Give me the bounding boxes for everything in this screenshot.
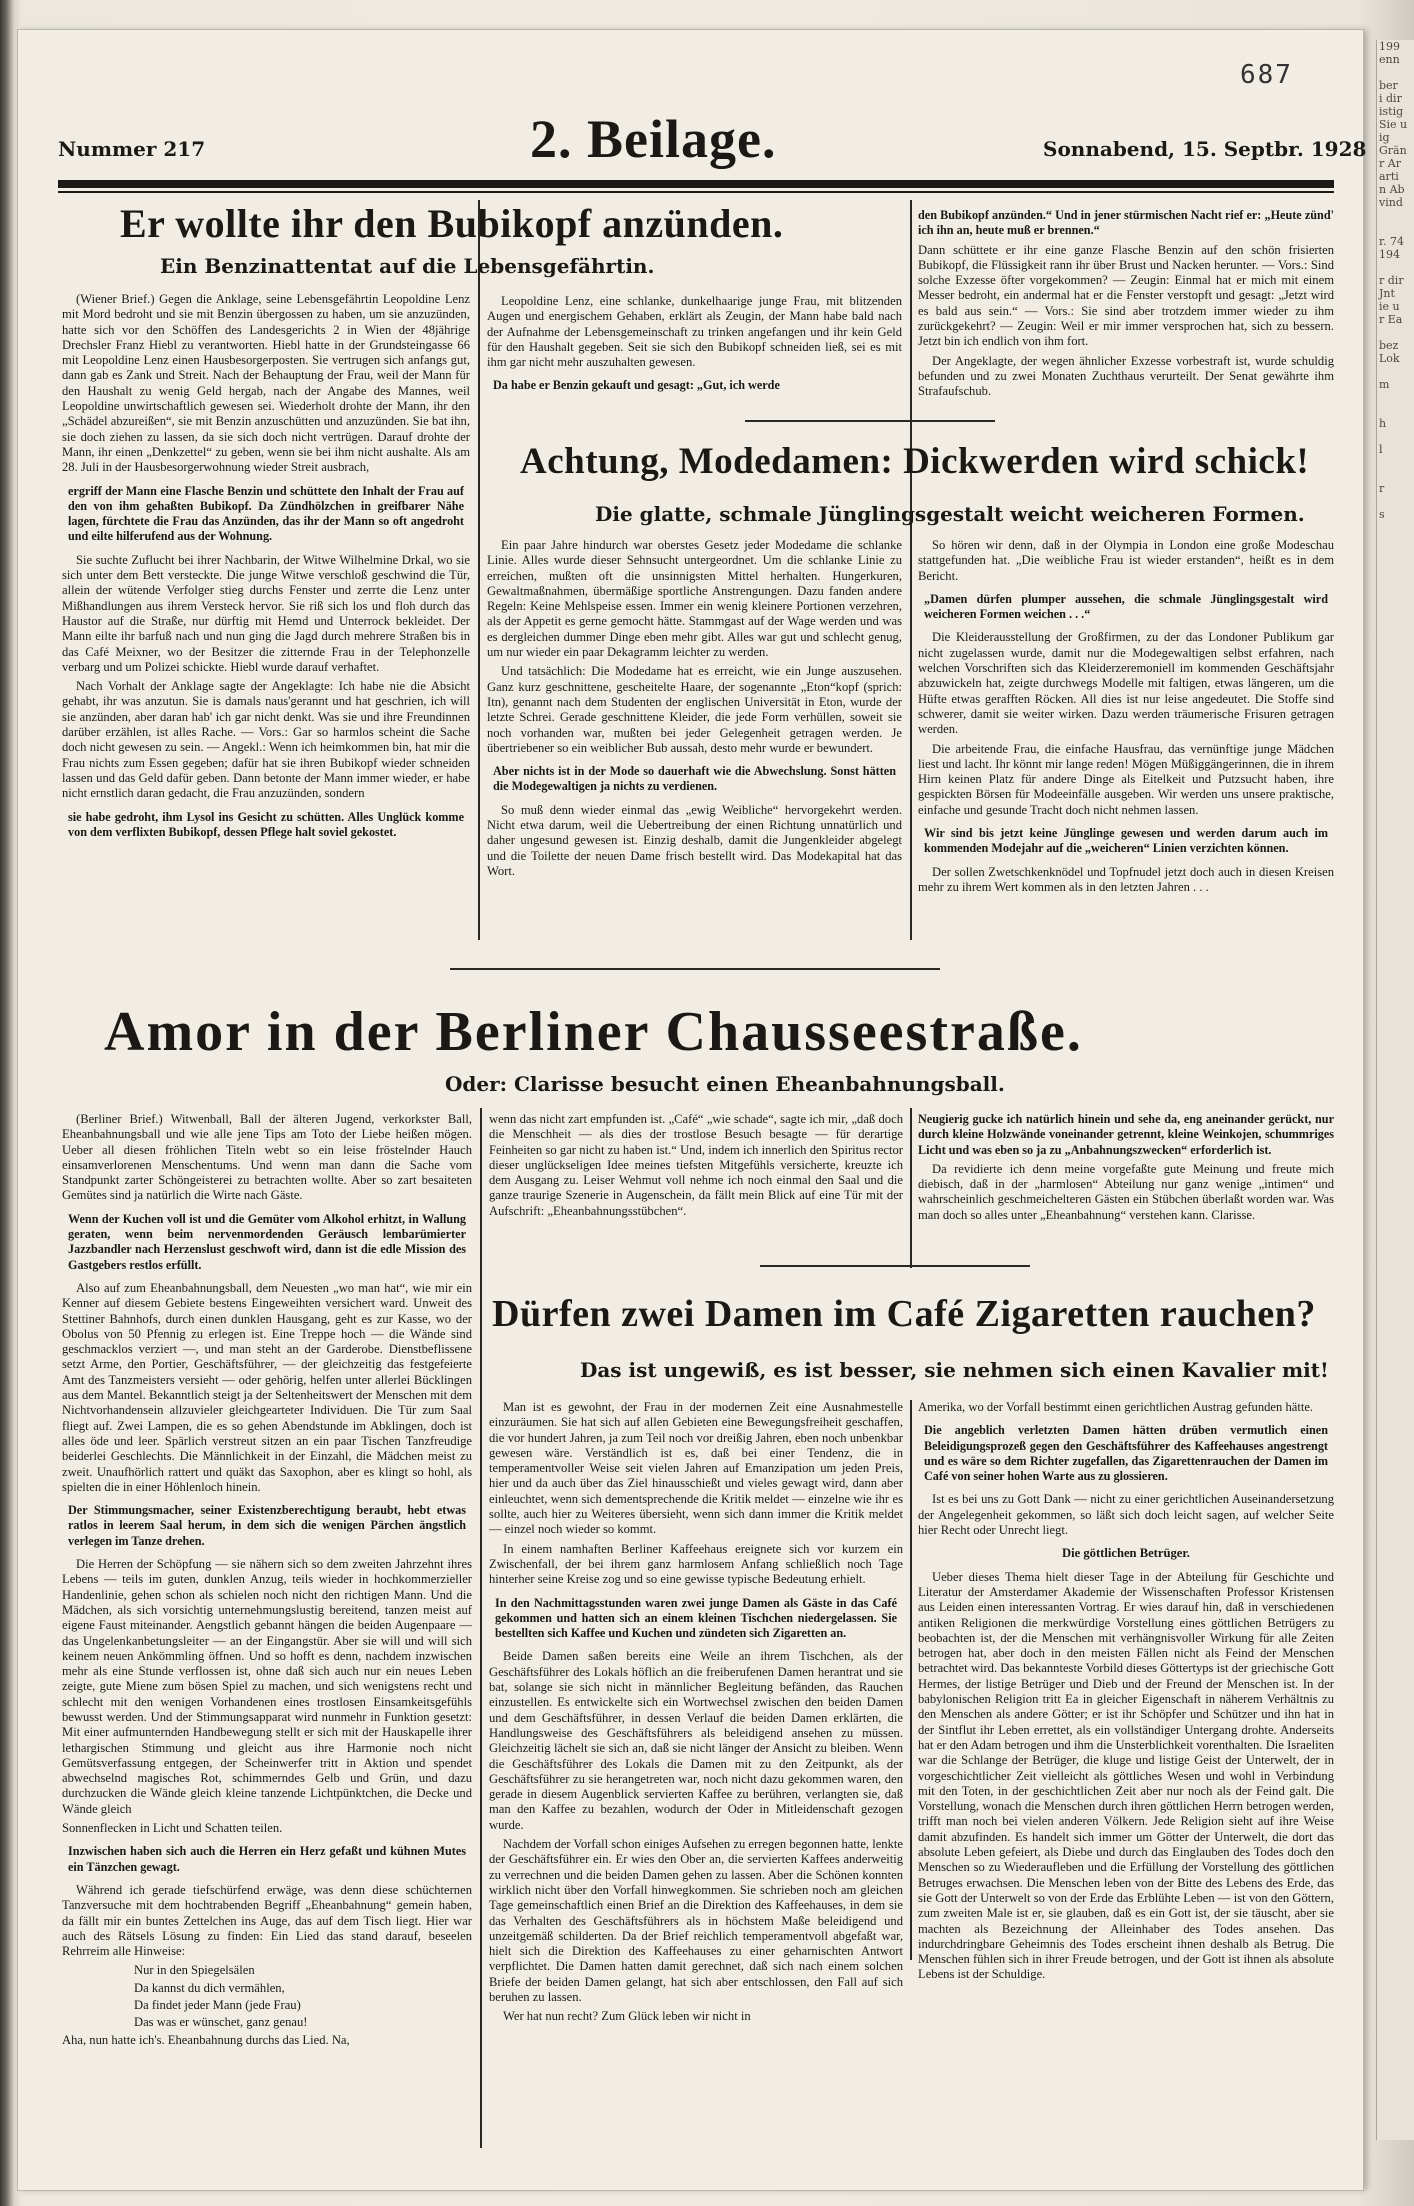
adjacent-page-fragment: Sie u [1379, 118, 1408, 131]
column-divider [910, 1108, 912, 1268]
article4-subtitle: Das ist ungewiß, es ist besser, sie nehmen sich einen Kavalier mit! [580, 1358, 1329, 1382]
supplement-title: 2. Beilage. [530, 109, 777, 169]
adjacent-page-fragment: r dir [1379, 274, 1404, 287]
article3-column-3 [918, 1112, 1334, 1262]
article-divider [760, 1265, 1030, 1267]
paragraph: Nachdem der Vorfall schon einiges Aufsehen zu erregen begonnen hatte, lenkte der Geschäftsführer ein. Er wies den Ober an, die servierten Kaffees anderweitig zu verrechnen und die beiden Damen gehen zu lassen. Aber die Schönen konnten wirklich nicht über den Vorfall hinwegkommen. Sie schrieben noch am gleichen Tage gemeinschaftlich einen Brief an die Direktion des Kaffeehauses, in dem sie das Verhalten des Geschäftsführers als in höchstem Maße beleidigend und unzeitgemäß schilderten. Da der Brief reichlich temperamentvoll abgefaßt war, hielt sich die Direktion des Kaffeehauses zu einer geharnischten Antwort verpflichtet. Die Damen hatten damit gerechnet, daß sich nach einem solchen Briefe der beiden Damen gelangt, hat sich aber entschlossen, den Fall auf sich beruhen zu lassen. [489, 1837, 903, 2004]
article3-column-1 [62, 1112, 472, 2152]
adjacent-page-fragment [1377, 599, 1414, 612]
paragraph: Ist es bei uns zu Gott Dank — nicht zu einer gerichtlichen Auseinandersetzung der Angelegenheit gekommen, so läßt sich doch leicht sagen, auf welcher Seite hier Recht oder Unrecht liegt. [918, 1492, 1334, 1538]
adjacent-page-fragment: r Ea [1379, 313, 1403, 326]
article1-title: Er wollte ihr den Bubikopf anzünden. [120, 201, 784, 246]
adjacent-page-edge [1376, 40, 1414, 2140]
callout: Inzwischen haben sich auch die Herren ein Herz gefaßt und kühnen Mutes ein Tänzchen gewagt. [68, 1844, 466, 1874]
adjacent-page-fragment [1377, 495, 1414, 508]
column-divider [910, 1400, 912, 1960]
adjacent-page-fragment: vind [1379, 196, 1403, 209]
paragraph: Die Kleiderausstellung der Großfirmen, zu der das Londoner Publikum gar nicht zugelassen wurde, damit nur die Modegewaltigen selbst erfahren, nach welchen Vorschriften sich das Kleiderzeremoniell im kommenden Geschäftsjahr abzuwickeln hat, zeigte durchwegs Modelle mit faltigen, etwas längeren, um die Hüfte etwas gerafften Röcken. All dies ist nur leise angedeutet. Die Stoffe sind schwerer, damit sie weiter wirken. Dazu werden träumerische Frisuren getragen werden. [918, 630, 1334, 737]
paragraph: Ueber dieses Thema hielt dieser Tage in der Abteilung für Geschichte und Literatur der Amsterdamer Akademie der Wissenschaften Professor Kristensen aus Leiden einen interessanten Vortrag. Er wies darauf hin, daß in verschiedenen antiken Religionen die merkwürdige Vorstellung eines göttlichen Betrügers zu beobachten ist, der die Menschen mit verhängnisvoller Wirkung für alle Zeiten betrogen hat, aber doch in den meisten Fällen nicht als Feind der Menschen betrachtet wird. Das bekannteste Vorbild dieses Göttertyps ist der griechische Gott Hermes, der listige Betrüger und Dieb und der Freund der Menschen ist. In der babylonischen Religion tritt Ea in gleicher Eigenschaft in näherem Verhältnis zu den Menschen als andere Götter; er ist ihr Schöpfer und Schützer und ihn hat in der Sintflut ihr Leben errettet, als ein vollständiger Untergang drohte. Anderseits hat er den Adam betrogen und ihm die Unsterblichkeit vorenthalten. Die Israeliten war die Schlange der Betrüger, die kluge und listige Geist der Unterwelt, der in vorgeschichtlicher Zeit vielleicht als göttliches Wesen und wohl in Verbindung mit den Toten, in der geschichtlichen Zeit aber nur noch als der Feind galt. Die Vorstellung, wonach die Menschen durch ihren göttlichen Herrn betrogen werden, trifft man noch bei vielen anderen Völkern. Jede Religion sieht auf ihre Weise damit abzufinden. Es handelt sich immer um Götter der Unterwelt, die dort das absolute Leben gefeiert, als Diebe und durch das Einglauben des Todes doch den Menschen so zu Wiederaufleben und die Erfüllung der Vorstellung des göttlichen Betruges erwachsen. Die Menschen leben von der Bitte des Lebens des Erde, das sie Gott der Unterwelt so von der Erde das Erblühte Leben — ist von den Göttern, zum zweiten Male ist er, sie glauben, daß es ein Gott ist, der sie täuscht, aber sie machten als Bezeichnung der Alleinhaber des Todes ansehen. Das indurchdringbare Geheimnis des Todes erscheint ihnen deshalb als Betrug. Die Menschen fühlen sich in ihrer Freude betrogen, und der Gott ist ihnen als absolute Lebens ist der Schuldige. [918, 1569, 1334, 1982]
article1-subtitle: Ein Benzinattentat auf die Lebensgefährtin. [160, 254, 655, 278]
paragraph: Dann schüttete er ihr eine ganze Flasche Benzin auf den schön frisierten Bubikopf, die Flüssigkeit rann ihr über Brust und Nacken herunter. — Vors.: Sind solche Exzesse öfter vorgekommen? — Zeugin: Einmal hat er mich mit einem Messer bedroht, ein andermal hat er die Fenster verstopft und gesagt: „Jetzt wird es bald aus sein.“ — Vors.: Sie sind aber trotzdem immer wieder zu ihm zurückgekehrt? — Zeugin: Weil er mir immer versprochen hat, sich zu bessern. Jetzt bin ich endlich von ihm fort. [918, 242, 1334, 349]
callout: In den Nachmittagsstunden waren zwei junge Damen als Gäste in das Café gekommen und hatten sich an einem kleinen Tischchen niedergelassen. Sie bestellten sich Kaffee und Kuchen und zündeten sich Zigaretten an. [495, 1595, 897, 1641]
adjacent-page-fragment: n Ab [1379, 183, 1405, 196]
callout: Da habe er Benzin gekauft und gesagt: „Gut, ich werde [493, 378, 780, 393]
page-number: 687 [1240, 60, 1293, 90]
article2-column-2 [918, 538, 1334, 948]
adjacent-page-fragment: r [1379, 482, 1385, 495]
article1-column-1 [62, 292, 470, 952]
paragraph: Der Angeklagte, der wegen ähnlicher Exzesse vorbestraft ist, wurde schuldig befunden und zu zwei Monaten Zuchthaus verurteilt. Der Senat gewährte ihm Strafaufschub. [918, 353, 1334, 399]
article3-column-2 [489, 1112, 903, 1262]
adjacent-page-fragment: r Ar [1379, 157, 1401, 170]
article2-subtitle: Die glatte, schmale Jünglingsgestalt weicht weicheren Formen. [595, 502, 1305, 526]
paragraph: Ein paar Jahre hindurch war oberstes Gesetz jeder Modedame die schlanke Linie. Alles wurde dieser Sehnsucht untergeordnet. Um die schlanke Linie zu erreichen, mußten oft die unsinnigsten Mittel herhalten. Hungerkuren, Gewaltmaßnahmen, übermäßige sportliche Anstrengungen. Dazu fanden andere Regeln: Keine Mehlspeise essen. Immer ein wenig kleinere Portionen verzehren, als der Appetit es gerne gemocht hätte. Stammgast auf der Wage werden und was es dergleichen dummer Dinge eben mehr gibt. Alles war gut und schlecht genug, um nur wieder ein paar Dekagramm leichter zu werden. [487, 538, 902, 660]
paragraph: Aha, nun hatte ich's. Eheanbahnung durchs das Lied. Na, [62, 2032, 350, 2047]
paragraph: Und tatsächlich: Die Modedame hat es erreicht, wie ein Junge auszusehen. Ganz kurz geschnittene, gescheitelte Haare, der sogenannte „Eton“kopf (sprich: Itn), genannt nach dem Studenten der englischen Universität in Eton, wurde der letzte Schrei. Gerade geschnittene Kleider, die jede Form verhüllen, soweit sie noch vorhanden war, mußten bei jeder Gelegenheit getragen werden. Je übertriebener so ein weiblicher Bub aussah, desto mehr wurde er bewundert. [487, 664, 902, 755]
adjacent-page-fragment: Grän [1379, 144, 1407, 157]
adjacent-page-fragment [1377, 586, 1414, 599]
adjacent-page-fragment: 199 [1379, 40, 1400, 53]
adjacent-page-fragment: s [1379, 508, 1385, 521]
article3-subtitle: Oder: Clarisse besucht einen Eheanbahnungsball. [445, 1072, 1005, 1096]
adjacent-page-fragment [1377, 430, 1414, 443]
paragraph: (Wiener Brief.) Gegen die Anklage, seine Lebensgefährtin Leopoldine Lenz mit Mord bedroht und sie mit Benzin übergossen zu haben, um sie anzuzünden, hatte sich vor den Schöffen des Landesgerichts 2 in Wien der 48jährige Drechsler Franz Hiebl zu verantworten. Hiebl hatte in der Grundsteingasse 66 mit Leopoldine Lenz einen Hausbesorgerposten. Sie vertrugen sich anfangs gut, dann gab es Zank und Streit. Nach der Behauptung der Frau, weil der Mann für den Haushalt zu wenig Geld hergab, nach der Angabe des Mannes, weil Leopoldine unwirtschaftlich gewesen sei. Wiederholt drohte der Mann, ihr den „Schädel abzureißen“, sie mit Benzin anzuschütten und anzuzünden. Sie bat ihn, sie doch ziehen zu lassen, da sie sich doch nicht vertrügen. Darauf drohte der Mann, ihr einen „Denkzettel“ zu geben, wenn sie bei ihm nicht aushalte. Als am 28. Juli in der Hausbesorgerwohnung wieder Streit ausbrach, [62, 292, 470, 475]
paragraph: Da revidierte ich denn meine vorgefaßte gute Meinung und freute mich diebisch, daß in der „harmlosen“ Abteilung nur ganz wenige „intimen“ und wahrscheinlich geschmeichelteren Gästen ein Stübchen überlaßt worden war. Was man doch so alles unter „Eheanbahnung“ verstehen kann. Clarisse. [918, 1161, 1334, 1222]
paragraph: (Berliner Brief.) Witwenball, Ball der älteren Jugend, verkorkster Ball, Eheanbahnungsball und wie alle jene Tips am Toto der Liebe heißen mögen. Ueber all diesen fröhlichen Titeln webt so ein leise fröstelnder Hauch einsamverlorenen Menschentums. Und wenn man dann die Sache vom Standpunkt zarter Schöngeisterei zu betrachten wollte. Aber so zart besaiteten Gemütes sind ja natürlich die Wirte nach Gäste. [62, 1112, 472, 1203]
paragraph: So muß denn wieder einmal das „ewig Weibliche“ hervorgekehrt werden. Nicht etwa darum, weil die Uebertreibung der einen Richtung unnatürlich und daher ungesund gewesen ist. Einzig deshalb, damit die Jungenkleider abgelegt und die Toilette der neuen Dame frisch bestellt wird. Das Modekapital hat das Wort. [487, 802, 902, 878]
article2-column-1 [487, 538, 902, 948]
adjacent-page-fragment: m [1379, 378, 1390, 391]
callout: den Bubikopf anzünden.“ Und in jener stürmischen Nacht rief er: „Heute zünd' ich ihn an, heute muß er brennen.“ [918, 208, 1334, 238]
adjacent-page-fragment [1377, 365, 1414, 378]
callout: Neugierig gucke ich natürlich hinein und sehe da, eng aneinander gerückt, nur durch kleine Holzwände voneinander getrennt, kleine Weinkojen, schummriges Licht und was eben so ja zu „Anbahnungszwecken“ erforderlich ist. [918, 1112, 1334, 1157]
adjacent-page-fragment [1377, 560, 1414, 573]
paragraph: In einem namhaften Berliner Kaffeehaus ereignete sich vor kurzem ein Zwischenfall, der bei ihrem ganz harmlosem Anfang schließlich noch Tage hinterher seine Kreise zog und so eine gewisse typische Bedeutung erhielt. [489, 1541, 903, 1587]
callout: sie habe gedroht, ihm Lysol ins Gesicht zu schütten. Alles Unglück komme von dem verflixten Bubikopf, dessen Pflege halt soviel gekostet. [68, 809, 464, 839]
poem-line: Nur in den Spiegelsälen [134, 1963, 255, 1978]
adjacent-page-fragment [1377, 209, 1414, 222]
adjacent-page-fragment [1377, 261, 1414, 274]
column-divider [478, 200, 480, 940]
paragraph: Man ist es gewohnt, der Frau in der modernen Zeit eine Ausnahmestelle einzuräumen. Sie hat sich auf allen Gebieten eine Bewegungsfreiheit geschaffen, die vor hundert Jahren, ja zum Teil noch vor dreißig Jahren, eben noch unbenkbar gewesen wäre. Verständlich ist es, daß bei einer Tendenz, die in temperamentvoller Weise seit vielen Jahren auf Emanzipation um jeden Preis, hier und da auch über das Ziel hinausschießt und vieles gewagt wird, dann aber einleuchtet, wenn sich dementsprechende die Kritik meldet — einzelne wie ihr es sollte, auch hier zu Weiteres übersieht, wenn sich dann immer die Kritik meldet — einzel noch wieder so kommt. [489, 1400, 903, 1537]
adjacent-page-fragment: Lok [1379, 352, 1400, 365]
callout: ergriff der Mann eine Flasche Benzin und schüttete den Inhalt der Frau auf den von ihm gehaßten Bubikopf. Da Zündhölzchen in greifbarer Nähe lagen, fürchtete die Frau das Anzünden, das ihr der Mann so oft angedroht und eilte hilferufend aus der Wohnung. [68, 483, 464, 544]
adjacent-page-fragment [1377, 326, 1414, 339]
article4-title: Dürfen zwei Damen im Café Zigaretten rauchen? [492, 1293, 1316, 1335]
paragraph: Amerika, wo der Vorfall bestimmt einen gerichtlichen Austrag gefunden hätte. [918, 1400, 1314, 1414]
callout: Die angeblich verletzten Damen hätten drüben vermutlich einen Beleidigungsprozeß gegen den Geschäftsführer des Kaffeehauses angestrengt und es wäre so dem Richter zugefallen, das Zigarettenrauchen der Damen im Café von seiner hohen Warte aus zu glossieren. [924, 1423, 1328, 1484]
adjacent-page-fragment [1377, 469, 1414, 482]
article1-column-3 [918, 208, 1334, 418]
adjacent-page-fragment: i dir [1379, 92, 1402, 105]
adjacent-page-fragment: bez [1379, 339, 1399, 352]
masthead-rule [58, 180, 1334, 188]
callout: Wir sind bis jetzt keine Jünglinge gewesen und werden darum auch im kommenden Modejahr auf die „weicheren“ Linien verzichten können. [924, 826, 1328, 856]
adjacent-page-fragment [1377, 66, 1414, 79]
paragraph: wenn das nicht zart empfunden ist. „Café“ „wie schade“, sagte ich mir, „daß doch die Menschheit — als dies der trostlose Besuch besagte — für derartige Feinheiten so gar nicht zu haben ist.“ Und, indem ich innerlich den Spiritus rector dieser unglückseligen Idee meines tiefsten Mitgefühls versicherte, kreuzte ich dem Ausgang zu. Leiser Wehmut voll nehme ich noch einmal den Saal und die ganze traurige Szenerie in Augenschein, da fällt mein Blick auf eine Tür mit der Aufschrift: „Eheanbahnungsstübchen“. [489, 1112, 903, 1218]
adjacent-page-fragment [1377, 534, 1414, 547]
issue-date: Sonnabend, 15. Septbr. 1928 [1043, 137, 1367, 161]
adjacent-page-fragment: istig [1379, 105, 1404, 118]
adjacent-page-fragment [1377, 404, 1414, 417]
paragraph: Während ich gerade tiefschürfend erwäge, was denn diese schüchternen Tanzversuche mit dem hochtrabenden Begriff „Eheanbahnung“ gemein haben, da fällt mir ein buntes Zettelchen ins Auge, das auf dem Tisch liegt. Hier war auch des Rätsels Lösung zu finden: Ein Lied das stand darauf, beseelen Rehrreim alle Hinweise: [62, 1882, 472, 1959]
adjacent-page-fragment: h [1379, 417, 1387, 430]
adjacent-page-fragment: ie u [1379, 300, 1400, 313]
poem-line: Da kannst du dich vermählen, [134, 1980, 285, 1995]
paragraph: Beide Damen saßen bereits eine Weile an ihrem Tischchen, als der Geschäftsführer des Lokals höflich an die freiberufenen Damen herantrat und sie bat, solange sie sich nicht in männlicher Begleitung befänden, das Rauchen einzustellen. Es entwickelte sich ein Wortwechsel zwischen den beiden Damen und dem Geschäftsführer, in dessen Verlauf die beiden Damen erklärten, die Handlungsweise des Geschäftsführers als beleidigend ansehen zu müssen. Gleichzeitig lächelt sie sich an, daß sie nicht länger der Ansicht zu bleiben. Wenn die Geschäftsführer des Lokals die Damen mit zu den Zeitpunkt, als der Geschäftsführer zu sie herangetreten war, noch nicht dazu gekommen waren, den gerade in diesem Augenblick servierten Kaffee zu berühren, verlangten sie, daß man den Kaffee zu bezahlen, wodurch der Oder in Mitleidenschaft gezogen wurde. [489, 1649, 903, 1832]
adjacent-page-fragment [1377, 456, 1414, 469]
paragraph: Der sollen Zwetschkenknödel und Topfnudel jetzt doch auch in diesen Kreisen mehr zu ihrem Wert kommen als in den letzten Jahren . . . [918, 864, 1334, 894]
adjacent-page-fragment: 194 [1379, 248, 1400, 261]
adjacent-page-fragment [1377, 222, 1414, 235]
paragraph: Die Herren der Schöpfung — sie nähern sich so dem zweiten Jahrzehnt ihres Lebens — teils im guten, dunklen Anzug, teils wieder in hochkommerzieller Handenlinie, gehen schon als schielen noch nicht den richtigen Mann. Und die Mädchen, als sich vorsichtig unternehmungslustig bereitend, tanzen meist auf eigene Faust miteinander. Aengstlich gebannt hängen die beiden Augenpaare — das Ungelenkanbetungsleiter — an der Eingangstür. Aber sie will und will sich keinem neuen Ankömmling öffnen. Und so hofft es denn, nachdem inzwischen mehr als eine Stunde verflossen ist, ohne daß sich auch nur ein neues Leben zeigte, gute Miene zum bösen Spiel zu machen, und sich wenigstens recht und schlecht mit den wenigen Vorhandenen eines trostlosen Einsamkeitsgefühls bewusst werden. Und der Stimmungsapparat wird nunmehr in Funktion gesetzt: Mit einer aufmunternden Handbewegung stellt er sich mit der Hauskapelle ihrer lethargischen Stimmung und gleicht aus ihre Harmonie noch nicht Gemütsverfassung entgegen, der Scheinwerfer tritt in Aktion und spendet abwechselnd magisches Rot, schimmerndes Gelb und Grün, und dazu durchzucken die Wände gleich kleine tanzende Lichtpünktchen, die Decke und Wände gleich [62, 1557, 472, 1816]
article-divider [450, 968, 940, 970]
callout: „Damen dürfen plumper aussehen, die schmale Jünglingsgestalt wird weicheren Formen weichen . . .“ [924, 591, 1328, 622]
section-subheading: Die göttlichen Betrüger. [1062, 1546, 1190, 1561]
paragraph: So hören wir denn, daß in der Olympia in London eine große Modeschau stattgefunden hat. „Die weibliche Frau ist wieder erstanden“, heißt es in dem Bericht. [918, 538, 1334, 583]
article4-column-1 [489, 1400, 903, 2152]
paragraph: Sonnenflecken in Licht und Schatten teilen. [62, 1821, 283, 1836]
callout: Aber nichts ist in der Mode so dauerhaft wie die Abwechslung. Sonst hätten die Modegewaltigen ja nichts zu verdienen. [493, 764, 896, 794]
adjacent-page-fragment: Jnt [1379, 287, 1395, 300]
adjacent-page-fragment: arti [1379, 170, 1399, 183]
callout: Wenn der Kuchen voll ist und die Gemüter vom Alkohol erhitzt, in Wallung geraten, wenn beim nervenmordenden Geräusch lembarümierter Jazzbandler nach Herzenslust geschwoft wird, dann ist die edle Mission des Gastgebers restlos erfüllt. [68, 1211, 466, 1272]
article4-column-2 [918, 1400, 1334, 2152]
adjacent-page-fragment [1377, 547, 1414, 560]
column-divider [910, 200, 912, 940]
adjacent-page-fragment: ig [1379, 131, 1390, 144]
paragraph: Nach Vorhalt der Anklage sagte der Angeklagte: Ich habe nie die Absicht gehabt, ihr was anzutun. Sie is damals naus'gerannt und hat geschrien, ich will sie anzünden, aber daran hab' ich gar nicht denkt. Was sie und ihre Freundinnen darüber erzählen, ist alles Rache. — Vors.: Gar so harmlos scheint die Sache doch nicht gewesen zu sein. — Angekl.: Wenn ich heimkommen bin, hat mir die Frau nichts zum Essen gegeben; dafür hat sie ihren Bubikopf wieder schneiden lassen und das Geld dafür geben. Dann betonte der Mann immer wieder, er habe nicht ernstlich daran gedacht, die Frau anzuzünden, sondern [62, 679, 470, 801]
adjacent-page-fragment: r. 74 [1379, 235, 1405, 248]
paragraph: Wer hat nun recht? Zum Glück leben wir nicht in [503, 2009, 751, 2024]
adjacent-page-fragment: ber [1379, 79, 1398, 92]
poem-line: Das was er wünschet, ganz genau! [134, 2015, 308, 2030]
paragraph: Also auf zum Eheanbahnungsball, dem Neuesten „wo man hat“, wie mir ein Kenner auf diesem Gebiete bestens Eingeweihten versichert ward. Unweit des Stettiner Bahnhofs, durch einen dunklen Hausgang, geht es zur Kasse, wo der Obolus von 50 Pfennig zu erlegen ist. Eine Treppe hoch — die Wände sind geschmacklos verziert —, und man steht an der Garderobe. Dienstbeflissene setzt Arme, den Portier, Geschäftsführer, — der gleichzeitig das festgefeierte Amt des Tanzmeisters versieht — oder gehörig, helfen unter allerlei Bücklingen aus dem Mantel. Bekanntlich steigt ja der Seltenheitswert der Menschen mit dem Nichtvorhandensein allzuvieler gleichgearteter Individuen. Die Tür zum Saal fliegt auf. Zwei Lampen, die es so gehen Abendstunde im Abklingen, doch ist alles öde und leer. Spärlich verstreut sitzen an ein paar Tischen Tanzfreudige beiderlei Geschlechts. Die Männlichkeit in der Einzahl, die Mädchen meist zu zweit. Unaufhörlich rattert und quäkt das Saxophon, aber es klingt so hohl, als spielten die in einer Höhlenloch hinein. [62, 1280, 472, 1494]
column-divider [480, 1108, 482, 2148]
issue-number: Nummer 217 [58, 137, 206, 161]
adjacent-page-fragment [1377, 573, 1414, 586]
adjacent-page-fragment [1377, 521, 1414, 534]
adjacent-page-fragment: enn [1379, 53, 1400, 66]
article1-column-2 [487, 294, 902, 424]
adjacent-page-fragment [1377, 391, 1414, 404]
article2-title: Achtung, Modedamen: Dickwerden wird schick! [520, 441, 1310, 482]
callout: Der Stimmungsmacher, seiner Existenzberechtigung beraubt, hebt etwas ratlos in leerem Saal herum, in dem sich die wenigen Pärchen ängstlich verlegen im Tanze drehen. [68, 1503, 466, 1548]
paragraph: Leopoldine Lenz, eine schlanke, dunkelhaarige junge Frau, mit blitzenden Augen und energischem Gehaben, erklärt als Zeugin, der Mann habe bald nach der Aufnahme der Lebensgemeinschaft zu trinken angefangen und ihr kein Geld für den Haushalt gegeben. Seit sie sich den Bubikopf schneiden ließ, sei es mit ihm gar nicht mehr auszuhalten gewesen. [487, 294, 902, 370]
adjacent-page-fragment: l [1379, 443, 1383, 456]
poem-line: Da findet jeder Mann (jede Frau) [134, 1998, 301, 2013]
article3-title: Amor in der Berliner Chausseestraße. [104, 1001, 1083, 1063]
paragraph: Die arbeitende Frau, die einfache Hausfrau, das vernünftige junge Mädchen liest und lacht. Ihr könnt mir lange reden! Mögen Müßiggängerinnen, die in ihrem Hirn keinen Platz für andere Dinge als Eitelkeit und Putzsucht haben, ihre gespickten Börsen für Modeeinfälle ausgeben. Wir werden uns unsere praktische, einfache und gesunde Tracht doch nicht nehmen lassen. [918, 741, 1334, 817]
masthead-rule-thin [58, 191, 1334, 193]
paragraph: Sie suchte Zuflucht bei ihrer Nachbarin, der Witwe Wilhelmine Drkal, wo sie sich unter dem Bett versteckte. Die junge Witwe verschloß geschwind die Tür, allein der wütende Verfolger stieg durchs Fenster und zerrte die Lenz unter Mißhandlungen aus ihrem Versteck hervor. Sie riß sich los und floh durch das Haustor auf die Straße, nur dürftig mit Hemd und Unterrock bekleidet. Der Mann eilte ihr barfuß nach und nun ging die Jagd durch mehrere Straßen bis in das Café Meixner, wo der Besitzer die zitternde Frau in der Telephonzelle verbarg und um Polizei schickte. Hiebl wurde darauf verhaftet. [62, 552, 470, 674]
